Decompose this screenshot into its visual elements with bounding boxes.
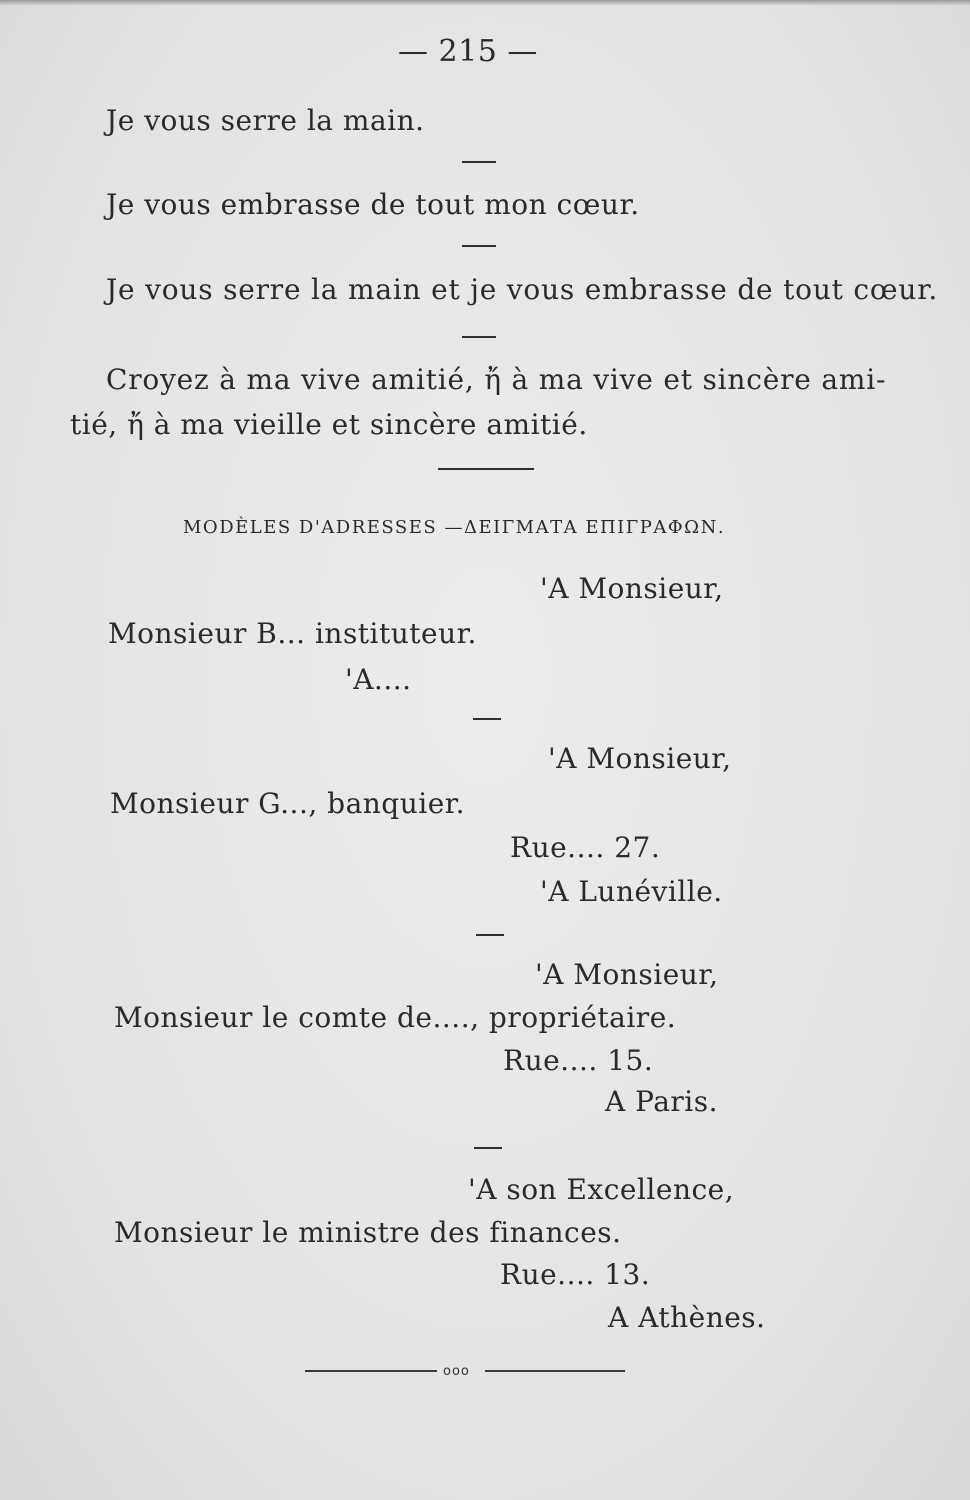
address-1-name: Monsieur B... instituteur. bbox=[108, 617, 477, 650]
address-1-salutation: 'A Monsieur, bbox=[540, 572, 724, 605]
address-4-salutation: 'A son Excellence, bbox=[468, 1173, 735, 1206]
ornament-dots-icon: ooo bbox=[443, 1364, 470, 1379]
closing-line-1: Je vous serre la main. bbox=[106, 104, 425, 137]
address-3-city: A Paris. bbox=[605, 1085, 719, 1118]
closing-line-4a: Croyez à ma vive amitié, ἤ à ma vive et sincère ami- bbox=[106, 363, 887, 396]
section-heading: MODÈLES D'ADRESSES —ΔΕΙΓΜΑΤΑ ΕΠΙΓΡΑΦΩΝ. bbox=[183, 517, 726, 538]
address-3-name: Monsieur le comte de...., propriétaire. bbox=[114, 1001, 677, 1034]
address-2-salutation: 'A Monsieur, bbox=[548, 742, 732, 775]
separator-rule bbox=[462, 336, 496, 338]
separator-rule bbox=[462, 245, 496, 247]
separator-rule bbox=[476, 934, 504, 936]
separator-rule bbox=[474, 1147, 502, 1149]
ornament-line-right bbox=[485, 1370, 625, 1372]
section-rule bbox=[438, 468, 534, 470]
ornament-line-left bbox=[305, 1370, 437, 1372]
end-ornament bbox=[305, 1364, 625, 1378]
address-2-name: Monsieur G..., banquier. bbox=[110, 787, 465, 820]
closing-line-2: Je vous embrasse de tout mon cœur. bbox=[106, 188, 640, 221]
address-4-name: Monsieur le ministre des finances. bbox=[114, 1216, 622, 1249]
address-4-street: Rue.... 13. bbox=[500, 1258, 651, 1291]
address-1-place: 'A.... bbox=[345, 663, 412, 696]
address-3-salutation: 'A Monsieur, bbox=[535, 958, 719, 991]
page-number: — 215 — bbox=[398, 34, 538, 69]
address-4-city: A Athènes. bbox=[608, 1301, 766, 1334]
closing-line-4b: tié, ἤ à ma vieille et sincère amitié. bbox=[70, 408, 588, 441]
closing-line-3: Je vous serre la main et je vous embrasse de tout cœur. bbox=[106, 273, 939, 306]
address-2-street: Rue.... 27. bbox=[510, 831, 661, 864]
page-top-edge-shadow bbox=[0, 0, 970, 6]
address-2-city: 'A Lunéville. bbox=[540, 875, 723, 908]
address-3-street: Rue.... 15. bbox=[503, 1044, 654, 1077]
separator-rule bbox=[473, 718, 501, 720]
separator-rule bbox=[462, 161, 496, 163]
